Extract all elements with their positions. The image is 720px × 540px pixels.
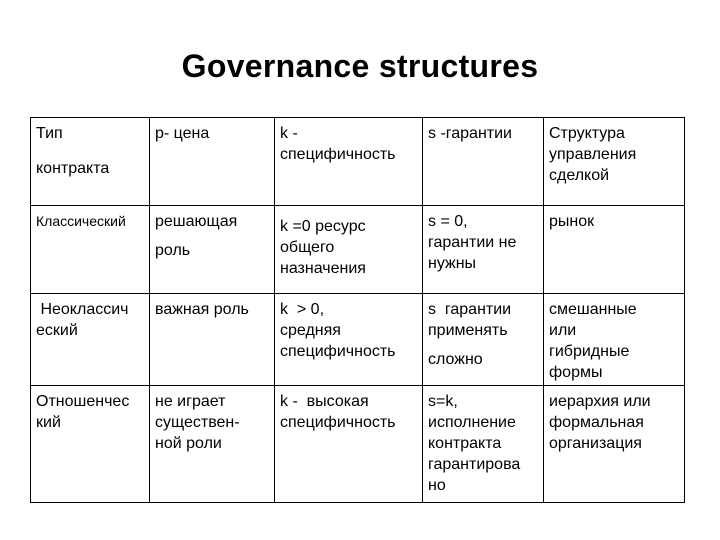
cell-contract: Отношенчес кий — [31, 386, 150, 503]
governance-table — [30, 117, 685, 503]
cell-price: решающая роль — [150, 206, 275, 294]
cell-specificity: k > 0, средняя специфичность — [275, 294, 423, 386]
cell-contract: Неоклассич еский — [31, 294, 150, 386]
cell-structure: рынок — [544, 206, 685, 294]
slide-title: Governance structures — [181, 48, 539, 84]
cell-guarantees: s гарантии применять сложно — [423, 294, 544, 386]
cell-structure: смешанные или гибридные формы — [544, 294, 685, 386]
cell-specificity: k - высокая специфичность — [275, 386, 423, 503]
table-header-row — [31, 118, 685, 206]
header-guarantees: s -гарантии — [423, 118, 544, 206]
table-row — [31, 206, 685, 294]
table-row — [31, 386, 685, 503]
cell-guarantees: s = 0, гарантии не нужны — [423, 206, 544, 294]
table-row — [31, 294, 685, 386]
cell-contract: Классический — [31, 206, 150, 294]
header-price: р- цена — [150, 118, 275, 206]
header-governance-structure: Структура управления сделкой — [544, 118, 685, 206]
cell-specificity: k =0 ресурс общего назначения — [275, 206, 423, 294]
cell-guarantees: s=k, исполнение контракта гарантирова но — [423, 386, 544, 503]
cell-structure: иерархия или формальная организация — [544, 386, 685, 503]
cell-price: не играет существен- ной роли — [150, 386, 275, 503]
header-specificity: k - специфичность — [275, 118, 423, 206]
header-contract-type: Тип контракта — [31, 118, 150, 206]
cell-price: важная роль — [150, 294, 275, 386]
